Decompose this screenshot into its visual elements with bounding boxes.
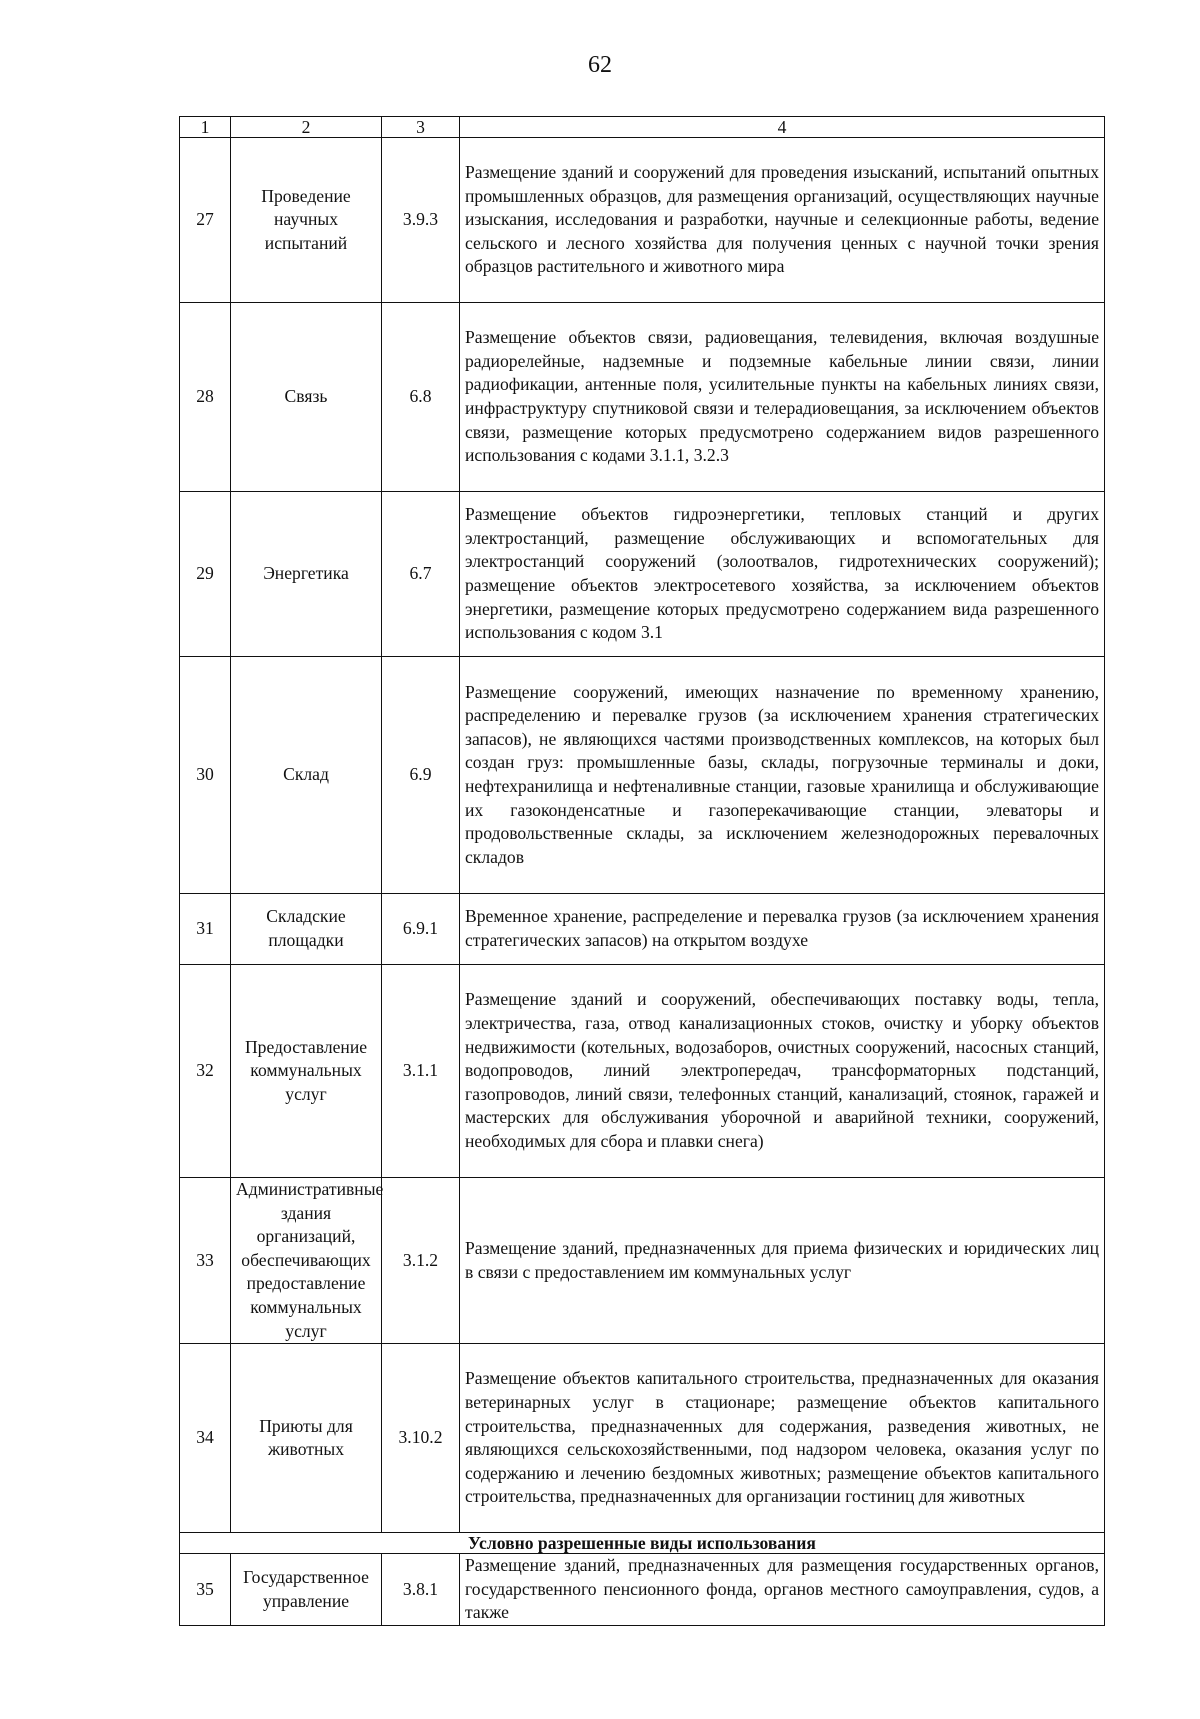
table-row — [180, 894, 1105, 965]
use-type-name: Складские площадки — [231, 894, 382, 965]
use-type-description: Размещение зданий и сооружений, обеспечивающих поставку воды, тепла, электричества, газа, отвод канализационных стоков, очистку и уборку объектов недвижимости (котельных, водозаборов, очистных сооружений, насосных станций, водопроводов, линий электропередач, трансформаторных подстанций, газопроводов, линий связи, телефонных станций, канализаций, стоянок, гаражей и мастерских для обслуживания уборочной и аварийной техники, сооружений, необходимых для сбора и плавки снега) — [460, 965, 1105, 1178]
table-row — [180, 138, 1105, 303]
page-number: 62 — [588, 52, 612, 78]
table-row — [180, 492, 1105, 657]
use-type-description: Размещение сооружений, имеющих назначение по временному хранению, распределению и перевалке грузов (за исключением хранения стратегических запасов), не являющихся частями производственных комплексов, на которых был создан груз: промышленные базы, склады, погрузочные терминалы и доки, нефтехранилища и нефтеналивные станции, газовые хранилища и обслуживающие их газоконденсатные и газоперекачивающие станции, элеваторы и продовольственные склады, за исключением железнодорожных перевалочных складов — [460, 657, 1105, 894]
table-row — [180, 1178, 1105, 1344]
use-type-name: Административные здания организаций, обеспечивающих предоставление коммунальных услуг — [231, 1178, 382, 1344]
row-number: 35 — [180, 1554, 231, 1626]
row-number: 32 — [180, 965, 231, 1178]
row-number: 34 — [180, 1344, 231, 1533]
table-row — [180, 657, 1105, 894]
use-type-description: Размещение объектов капитального строительства, предназначенных для оказания ветеринарных услуг в стационаре; размещение объектов капитального строительства, предназначенных для содержания, разведения животных, не являющихся сельскохозяйственными, под надзором человека, оказания услуг по содержанию и лечению бездомных животных; размещение объектов капитального строительства, предназначенных для организации гостиниц для животных — [460, 1344, 1105, 1533]
use-type-name: Предоставление коммунальных услуг — [231, 965, 382, 1178]
use-type-description: Размещение зданий, предназначенных для приема физических и юридических лиц в связи с предоставлением им коммунальных услуг — [460, 1178, 1105, 1344]
use-type-name: Склад — [231, 657, 382, 894]
use-type-description: Размещение объектов гидроэнергетики, тепловых станций и других электростанций, размещение обслуживающих и вспомогательных для электростанций сооружений (золоотвалов, гидротехнических сооружений); размещение объектов электросетевого хозяйства, за исключением объектов энергетики, размещение которых предусмотрено содержанием вида разрешенного использования с кодом 3.1 — [460, 492, 1105, 657]
land-use-table — [179, 116, 1105, 1626]
row-number: 31 — [180, 894, 231, 965]
use-type-description: Размещение объектов связи, радиовещания, телевидения, включая воздушные радиорелейные, надземные и подземные кабельные линии связи, линии радиофикации, антенные поля, усилительные пункты на кабельных линиях связи, инфраструктуру спутниковой связи и телерадиовещания, за исключением объектов связи, размещение которых предусмотрено содержанием видов разрешенного использования с кодами 3.1.1, 3.2.3 — [460, 303, 1105, 492]
use-type-code: 3.1.1 — [382, 965, 460, 1178]
row-number: 33 — [180, 1178, 231, 1344]
table-row — [180, 1554, 1105, 1626]
use-type-code: 6.9.1 — [382, 894, 460, 965]
section-header-row — [180, 1533, 1105, 1554]
use-type-code: 6.7 — [382, 492, 460, 657]
use-type-code: 3.1.2 — [382, 1178, 460, 1344]
column-header-3: 3 — [382, 117, 460, 138]
use-type-name: Приюты для животных — [231, 1344, 382, 1533]
use-type-name: Энергетика — [231, 492, 382, 657]
table-header-row — [180, 117, 1105, 138]
use-type-code: 6.9 — [382, 657, 460, 894]
row-number: 29 — [180, 492, 231, 657]
row-number: 28 — [180, 303, 231, 492]
row-number: 27 — [180, 138, 231, 303]
section-title: Условно разрешенные виды использования — [180, 1533, 1105, 1554]
table-row — [180, 303, 1105, 492]
use-type-code: 3.9.3 — [382, 138, 460, 303]
table-row — [180, 965, 1105, 1178]
use-type-code: 6.8 — [382, 303, 460, 492]
row-number: 30 — [180, 657, 231, 894]
use-type-name: Проведение научных испытаний — [231, 138, 382, 303]
column-header-1: 1 — [180, 117, 231, 138]
use-type-name: Государственное управление — [231, 1554, 382, 1626]
use-type-description: Размещение зданий и сооружений для проведения изысканий, испытаний опытных промышленных образцов, для размещения организаций, осуществляющих научные изыскания, исследования и разработки, научные и селекционные работы, ведение сельского и лесного хозяйства для получения ценных с научной точки зрения образцов растительного и животного мира — [460, 138, 1105, 303]
column-header-2: 2 — [231, 117, 382, 138]
use-type-code: 3.8.1 — [382, 1554, 460, 1626]
column-header-4: 4 — [460, 117, 1105, 138]
table-row — [180, 1344, 1105, 1533]
use-type-code: 3.10.2 — [382, 1344, 460, 1533]
use-type-description: Размещение зданий, предназначенных для размещения государственных органов, государственного пенсионного фонда, органов местного самоуправления, судов, а также — [460, 1554, 1105, 1626]
use-type-name: Связь — [231, 303, 382, 492]
use-type-description: Временное хранение, распределение и перевалка грузов (за исключением хранения стратегических запасов) на открытом воздухе — [460, 894, 1105, 965]
